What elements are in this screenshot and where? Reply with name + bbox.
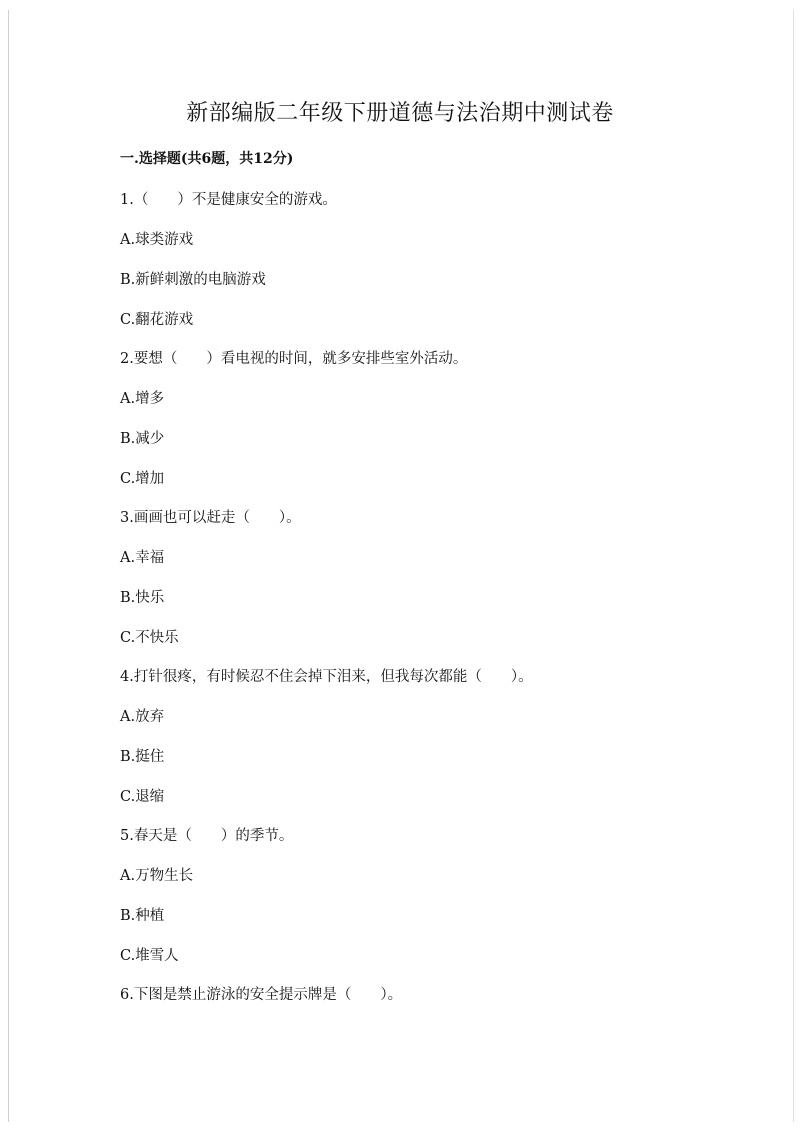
question-4-option-c: C.退缩 bbox=[120, 789, 165, 805]
question-3-option-a: A.幸福 bbox=[120, 550, 165, 566]
question-5-option-c: C.堆雪人 bbox=[120, 948, 179, 964]
page-border-right bbox=[793, 10, 794, 1122]
question-1-option-b: B.新鲜刺激的电脑游戏 bbox=[120, 272, 266, 288]
page-border-left bbox=[8, 10, 9, 1122]
question-2-stem: 2.要想（ ）看电视的时间，就多安排些室外活动。 bbox=[120, 351, 468, 367]
question-4-option-b: B.挺住 bbox=[120, 749, 165, 765]
question-1-option-c: C.翻花游戏 bbox=[120, 312, 194, 328]
question-4-option-a: A.放弃 bbox=[120, 709, 165, 725]
question-1-stem: 1.（ ）不是健康安全的游戏。 bbox=[120, 192, 337, 208]
question-5-option-b: B.种植 bbox=[120, 908, 165, 924]
question-6-stem: 6.下图是禁止游泳的安全提示牌是（ ）。 bbox=[120, 987, 403, 1003]
question-1-option-a: A.球类游戏 bbox=[120, 232, 194, 248]
section-heading: 一.选择题(共6题，共12分) bbox=[120, 151, 294, 167]
question-4-stem: 4.打针很疼，有时候忍不住会掉下泪来，但我每次都能（ ）。 bbox=[120, 669, 533, 685]
question-3-option-b: B.快乐 bbox=[120, 590, 165, 606]
question-5-option-a: A.万物生长 bbox=[120, 868, 194, 884]
question-2-option-c: C.增加 bbox=[120, 471, 165, 487]
question-2-option-a: A.增多 bbox=[120, 391, 165, 407]
question-3-option-c: C.不快乐 bbox=[120, 630, 179, 646]
page-title: 新部编版二年级下册道德与法治期中测试卷 bbox=[186, 101, 614, 126]
question-3-stem: 3.画画也可以赶走（ ）。 bbox=[120, 510, 301, 526]
question-5-stem: 5.春天是（ ）的季节。 bbox=[120, 828, 294, 844]
question-2-option-b: B.减少 bbox=[120, 431, 165, 447]
